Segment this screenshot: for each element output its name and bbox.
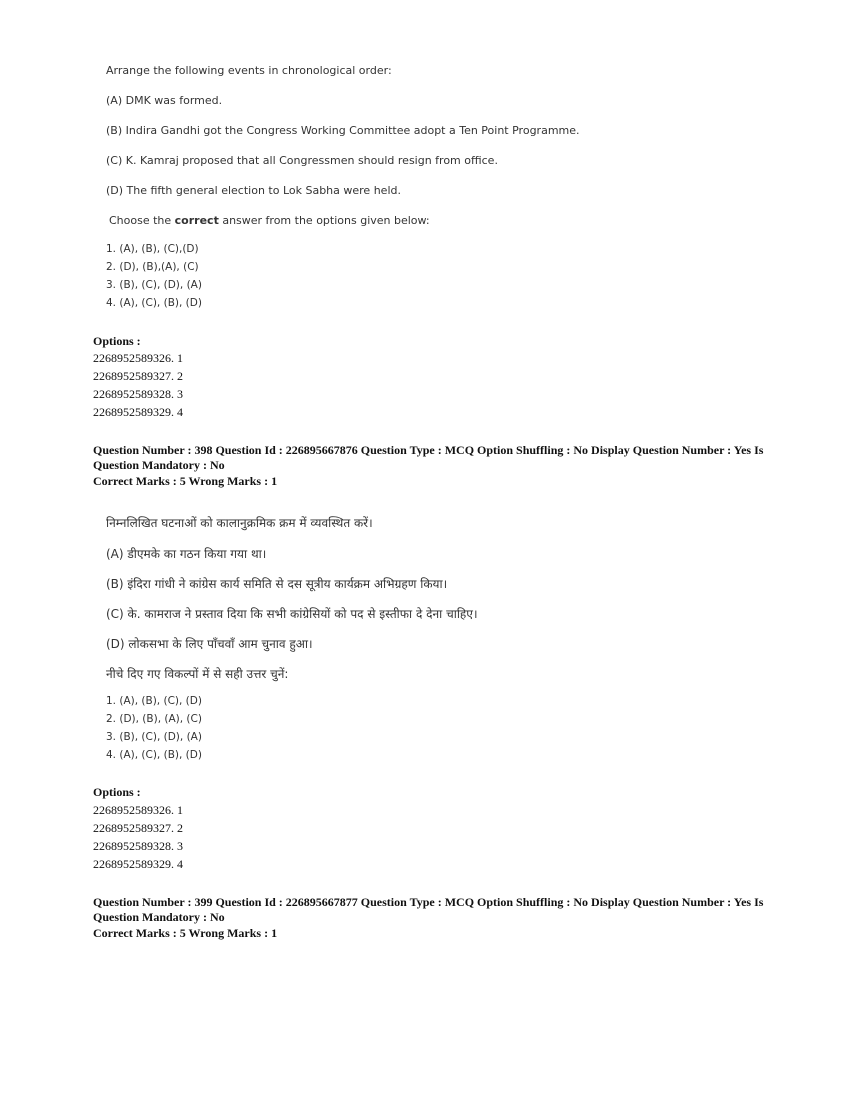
option-id-2: 2268952589327. 2 bbox=[93, 369, 183, 383]
event-d-hindi: (D) लोकसभा के लिए पाँचवाँ आम चुनाव हुआ। bbox=[106, 637, 313, 651]
option-id-4-hindi: 2268952589329. 4 bbox=[93, 857, 183, 871]
event-c-hindi: (C) के. कामराज ने प्रस्ताव दिया कि सभी कांग्रेसियों को पद से इस्तीफा दे देना चाहिए। bbox=[106, 607, 478, 621]
question-marks: Correct Marks : 5 Wrong Marks : 1 bbox=[93, 926, 278, 940]
answer-choice-2: 2. (D), (B),(A), (C) bbox=[106, 261, 199, 273]
question-prompt: Arrange the following events in chronological order: bbox=[106, 64, 392, 77]
answer-choice-3-hindi: 3. (B), (C), (D), (A) bbox=[106, 731, 202, 743]
event-d: (D) The fifth general election to Lok Sabha were held. bbox=[106, 184, 401, 197]
option-id-3: 2268952589328. 3 bbox=[93, 387, 183, 401]
answer-choice-3: 3. (B), (C), (D), (A) bbox=[106, 279, 202, 291]
option-id-4: 2268952589329. 4 bbox=[93, 405, 183, 419]
question-prompt-hindi: निम्नलिखित घटनाओं को कालानुक्रमिक क्रम में व्यवस्थित करें। bbox=[106, 516, 373, 530]
option-id-3-hindi: 2268952589328. 3 bbox=[93, 839, 183, 853]
question-mandatory: Question Mandatory : No bbox=[93, 458, 225, 472]
answer-choice-2-hindi: 2. (D), (B), (A), (C) bbox=[106, 713, 202, 725]
options-label: Options : bbox=[93, 334, 141, 348]
event-a: (A) DMK was formed. bbox=[106, 94, 223, 107]
answer-choice-1: 1. (A), (B), (C),(D) bbox=[106, 243, 199, 255]
option-id-1: 2268952589326. 1 bbox=[93, 351, 183, 365]
choose-instruction-hindi: नीचे दिए गए विकल्पों में से सही उत्तर चुनें: bbox=[106, 667, 289, 681]
question-mandatory: Question Mandatory : No bbox=[93, 910, 225, 924]
option-id-2-hindi: 2268952589327. 2 bbox=[93, 821, 183, 835]
question-marks: Correct Marks : 5 Wrong Marks : 1 bbox=[93, 474, 278, 488]
event-b-hindi: (B) इंदिरा गांधी ने कांग्रेस कार्य समिति से दस सूत्रीय कार्यक्रम अभिग्रहण किया। bbox=[106, 577, 448, 591]
event-b: (B) Indira Gandhi got the Congress Working Committee adopt a Ten Point Programme. bbox=[106, 124, 580, 137]
question-meta-line: Question Number : 398 Question Id : 226895667876 Question Type : MCQ Option Shuffling : No Display Question Number : Yes Is bbox=[93, 443, 764, 457]
event-c: (C) K. Kamraj proposed that all Congressmen should resign from office. bbox=[106, 154, 498, 167]
choose-instruction: Choose the correct answer from the options given below: bbox=[109, 214, 430, 227]
choose-instruction-bold: correct bbox=[174, 214, 219, 227]
option-id-1-hindi: 2268952589326. 1 bbox=[93, 803, 183, 817]
options-label-hindi: Options : bbox=[93, 785, 141, 799]
answer-choice-4-hindi: 4. (A), (C), (B), (D) bbox=[106, 749, 202, 761]
question-meta-line: Question Number : 399 Question Id : 226895667877 Question Type : MCQ Option Shuffling : No Display Question Number : Yes Is bbox=[93, 895, 764, 909]
answer-choice-1-hindi: 1. (A), (B), (C), (D) bbox=[106, 695, 202, 707]
event-a-hindi: (A) डीएमके का गठन किया गया था। bbox=[106, 547, 267, 561]
answer-choice-4: 4. (A), (C), (B), (D) bbox=[106, 297, 202, 309]
